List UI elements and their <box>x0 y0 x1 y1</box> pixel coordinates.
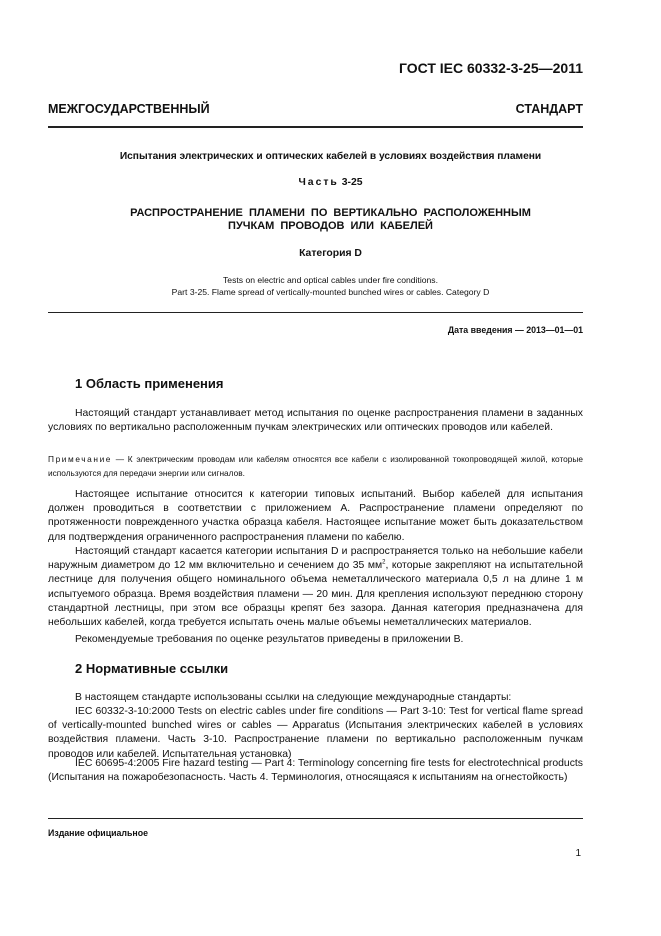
part-number: 3-25 <box>341 177 363 188</box>
section-1-paragraph-2: Настоящее испытание относится к категории типовых испытаний. Выбор кабелей для испытания должен проводиться в соответствии с приложением А. Распространение пламени определяют по протяженности поврежденного участка образца кабеля. Настоящее испытание может быть доказательством для подтверждения ограниченного распространения пламени по кабелю. <box>48 489 583 543</box>
section-2-reference-1: IEC 60332-3-10:2000 Tests on electric cables under fire conditions — Part 3-10: Test for vertical flame spread of vertically-mounted bunched wires or cables — Apparatus (Испытания электрических кабелей в условиях воздействия пламени. Часть 3-10. Распространение пламени по вертикально расположенным пучкам проводов или кабелей. Испытательная установка) <box>48 706 583 760</box>
footer-rule <box>48 818 583 819</box>
header-rule <box>48 126 583 128</box>
superscript-2: 2 <box>382 559 386 566</box>
note-text: — К электрическим проводам или кабелям относятся все кабели с изолированной токопроводящей жилой, которые используются для передачи энергии или сигналов. <box>48 454 583 478</box>
part-title <box>0 177 661 188</box>
part-label: Часть <box>298 177 339 188</box>
section-1-paragraph-4: Рекомендуемые требования по оценке результатов приведены в приложении В. <box>75 634 464 645</box>
section-2-paragraph-1: В настоящем стандарте использованы ссылки на следующие международные стандарты: <box>75 692 512 703</box>
standard-kind: МЕЖГОСУДАРСТВЕННЫЙ СТАНДАРТ <box>48 102 583 116</box>
introduction-date: Дата введения — 2013—01—01 <box>447 325 583 335</box>
main-title-line-1: РАСПРОСТРАНЕНИЕ ПЛАМЕНИ ПО ВЕРТИКАЛЬНО РАСПОЛОЖЕННЫМ <box>130 207 531 219</box>
edition-label: Издание официальное <box>48 828 148 838</box>
english-title-line-1: Tests on electric and optical cables under fire conditions. <box>223 275 438 285</box>
section-1-paragraph-1: Настоящий стандарт устанавливает метод испытания по оценке распространения пламени в заданных условиях по вертикально расположенным пучкам электрических или оптических проводов или кабелей. <box>48 408 583 434</box>
category-title: Категория D <box>299 248 362 259</box>
note-label: Примечание <box>48 454 113 464</box>
section-1-paragraph-3: Настоящий стандарт касается категории испытания D и распространяется только на небольшие кабели наружным диаметром до 12 мм включительно и сечением до 35 $мм^2$, которые закрепляют на испытательной лестнице для получения общего номинального объема неметаллического материала 0,5 л на длине 1 м испытуемого образца. Время воздействия пламени — 20 мин. Для крепления используют переднюю сторону стандартной лестницы, при этом все образцы крепят без зазора. Данная категория предназначена для небольших кабелей, когда требуется испытать очень малые объемы неметаллических материалов. <box>48 546 583 629</box>
document-code: ГОСТ IEC 60332-3-25—2011 <box>398 60 583 76</box>
page-number: 1 <box>575 848 581 859</box>
section-1-heading: 1 Область применения <box>75 376 224 391</box>
section-2-heading: 2 Нормативные ссылки <box>75 661 229 676</box>
section-2-reference-2: IEC 60695-4:2005 Fire hazard testing — Part 4: Terminology concerning fire tests for electrotechnical products (Испытания на пожаробезопасность. Часть 4. Терминология, относящаяся к испытаниям на огнестойкость) <box>48 758 583 784</box>
title-rule <box>48 312 583 313</box>
main-title-line-2: ПУЧКАМ ПРОВОДОВ ИЛИ КАБЕЛЕЙ <box>228 220 433 232</box>
title-line: Испытания электрических и оптических кабелей в условиях воздействия пламени <box>119 151 542 162</box>
section-1-note <box>48 452 583 480</box>
english-title-line-2: Part 3-25. Flame spread of vertically-mounted bunched wires or cables. Category D <box>171 287 490 297</box>
